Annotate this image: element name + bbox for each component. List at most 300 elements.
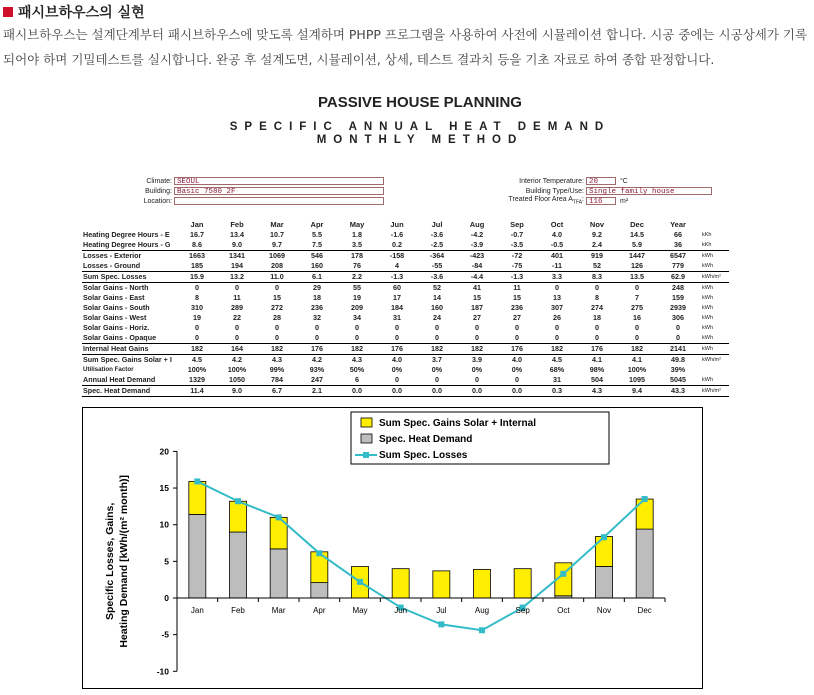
row-label: Solar Gains - South bbox=[83, 303, 150, 312]
month-header: May bbox=[349, 220, 365, 229]
x-tick-label: Feb bbox=[231, 606, 245, 615]
row-label: Internal Heat Gains bbox=[82, 344, 177, 355]
table-cell: 1329 bbox=[189, 375, 205, 384]
table-cell: 32 bbox=[313, 313, 321, 322]
year-cell: 2141 bbox=[657, 344, 699, 355]
table-cell: 6 bbox=[355, 375, 359, 384]
year-cell: 5045 bbox=[670, 375, 686, 384]
table-cell: 182 bbox=[337, 344, 377, 355]
table-row bbox=[82, 386, 729, 397]
table-cell: 0 bbox=[355, 323, 359, 332]
table-cell: 0.0 bbox=[337, 386, 377, 397]
table-cell: 15 bbox=[513, 293, 521, 302]
table-cell: 0 bbox=[195, 333, 199, 342]
table-cell: 208 bbox=[271, 261, 283, 270]
climate-row bbox=[120, 176, 384, 186]
table-cell: 100% bbox=[627, 365, 647, 374]
table-cell: 14 bbox=[433, 293, 441, 302]
row-label: Solar Gains - East bbox=[83, 293, 145, 302]
table-cell: 0 bbox=[435, 375, 439, 384]
table-cell: 182 bbox=[537, 344, 577, 355]
y-tick-label: 0 bbox=[164, 593, 169, 603]
table-cell: 0 bbox=[435, 323, 439, 332]
year-cell: 39% bbox=[670, 365, 686, 374]
unit-cell: kWh bbox=[699, 251, 729, 262]
table-cell: 2.2 bbox=[337, 272, 377, 283]
table-row bbox=[82, 344, 729, 355]
table-cell: 10.7 bbox=[270, 230, 284, 239]
table-cell: 3.3 bbox=[537, 272, 577, 283]
legend-label: Spec. Heat Demand bbox=[379, 434, 473, 445]
table-cell: 0 bbox=[475, 323, 479, 332]
table-cell: 93% bbox=[309, 365, 325, 374]
table-cell: 0 bbox=[315, 333, 319, 342]
location-field[interactable] bbox=[174, 197, 384, 205]
table-cell: 6.7 bbox=[257, 386, 297, 397]
month-header: Oct bbox=[550, 220, 564, 229]
table-cell: 3.7 bbox=[417, 355, 457, 366]
table-cell: 209 bbox=[351, 303, 363, 312]
table-cell: 0 bbox=[577, 283, 617, 294]
table-row bbox=[82, 323, 729, 333]
heat-demand-chart bbox=[83, 408, 702, 688]
row-label: Losses - Ground bbox=[83, 261, 141, 270]
table-cell: 4.1 bbox=[577, 355, 617, 366]
table-cell: 22 bbox=[233, 313, 241, 322]
table-cell: 7.5 bbox=[312, 240, 322, 249]
table-cell: -4.4 bbox=[457, 272, 497, 283]
table-row bbox=[82, 230, 729, 240]
table-cell: 272 bbox=[271, 303, 283, 312]
table-cell: -0.7 bbox=[510, 230, 524, 239]
table-cell: 1447 bbox=[617, 251, 657, 262]
table-cell: 0 bbox=[635, 323, 639, 332]
table-cell: 182 bbox=[177, 344, 217, 355]
table-cell: 4 bbox=[395, 261, 399, 270]
climate-label: Climate: bbox=[146, 177, 172, 185]
table-cell: 9.4 bbox=[617, 386, 657, 397]
section-title bbox=[3, 2, 145, 22]
losses-point bbox=[235, 498, 241, 504]
bar-gains bbox=[433, 571, 450, 598]
meta-left bbox=[120, 176, 384, 206]
year-cell: 306 bbox=[672, 313, 684, 322]
table-cell: 60 bbox=[377, 283, 417, 294]
row-label: Heating Degree Hours - G bbox=[83, 240, 171, 249]
table-cell: 19 bbox=[353, 293, 361, 302]
unit-cell: kKh bbox=[702, 242, 712, 248]
table-cell: -364 bbox=[417, 251, 457, 262]
table-cell: 0 bbox=[355, 333, 359, 342]
table-cell: 0 bbox=[475, 375, 479, 384]
table-cell: 16.7 bbox=[190, 230, 204, 239]
x-tick-label: Oct bbox=[557, 606, 570, 615]
table-cell: 26 bbox=[553, 313, 561, 322]
table-cell: 9.0 bbox=[232, 240, 242, 249]
table-row bbox=[82, 365, 729, 375]
unit-cell: kWh bbox=[699, 344, 729, 355]
building-label: Building: bbox=[145, 187, 172, 195]
month-header: Jan bbox=[190, 220, 204, 229]
table-header-row bbox=[82, 220, 729, 230]
table-cell: 4.0 bbox=[497, 355, 537, 366]
interior-temp-unit: °C bbox=[620, 177, 628, 185]
table-cell: 0 bbox=[555, 323, 559, 332]
table-row bbox=[82, 355, 729, 366]
table-cell: 310 bbox=[191, 303, 203, 312]
bar-heat-demand bbox=[270, 549, 287, 598]
y-tick-label: 10 bbox=[159, 519, 169, 530]
table-cell: 4.3 bbox=[337, 355, 377, 366]
table-cell: 31 bbox=[393, 313, 401, 322]
table-cell: 274 bbox=[591, 303, 603, 312]
table-cell: 4.2 bbox=[297, 355, 337, 366]
table-cell: -11 bbox=[552, 261, 562, 270]
table-row bbox=[82, 261, 729, 272]
table-cell: 4.2 bbox=[217, 355, 257, 366]
month-header: Nov bbox=[589, 220, 605, 229]
table-row bbox=[82, 303, 729, 313]
table-cell: -3.6 bbox=[430, 230, 444, 239]
table-cell: 55 bbox=[337, 283, 377, 294]
row-label: Spec. Heat Demand bbox=[82, 386, 177, 397]
table-cell: -1.3 bbox=[497, 272, 537, 283]
table-cell: 546 bbox=[297, 251, 337, 262]
x-tick-label: Dec bbox=[637, 606, 652, 615]
month-header: Sep bbox=[510, 220, 524, 229]
building-type-field[interactable]: Single family house bbox=[586, 187, 712, 195]
y-axis-label-line2: Heating Demand [kWh/(m² month)] bbox=[118, 475, 130, 648]
table-cell: 13.2 bbox=[217, 272, 257, 283]
table-cell: 0 bbox=[395, 375, 399, 384]
table-cell: 5.9 bbox=[632, 240, 642, 249]
table-cell: 9.2 bbox=[592, 230, 602, 239]
table-cell: 919 bbox=[577, 251, 617, 262]
interior-temp-label: Interior Temperature: bbox=[519, 177, 584, 185]
year-cell: 2939 bbox=[670, 303, 686, 312]
losses-point bbox=[601, 534, 607, 540]
section-title-text: 패시브하우스의 실현 bbox=[18, 5, 145, 21]
table-cell: 0% bbox=[431, 365, 443, 374]
table-cell: 18 bbox=[313, 293, 321, 302]
unit-cell: kWh bbox=[702, 305, 713, 311]
report-subtitle-2: MONTHLY METHOD bbox=[316, 134, 524, 146]
table-cell: -423 bbox=[457, 251, 497, 262]
table-cell: 0.0 bbox=[417, 386, 457, 397]
table-row bbox=[82, 375, 729, 386]
year-cell: 6547 bbox=[657, 251, 699, 262]
table-cell: 0 bbox=[635, 333, 639, 342]
x-tick-label: Apr bbox=[313, 606, 326, 615]
bar-heat-demand bbox=[596, 566, 613, 598]
table-cell: 0% bbox=[391, 365, 403, 374]
table-cell: 3.9 bbox=[457, 355, 497, 366]
legend-swatch-marker bbox=[363, 452, 369, 458]
table-cell: 182 bbox=[257, 344, 297, 355]
table-cell: 247 bbox=[311, 375, 323, 384]
unit-cell: kKh bbox=[702, 232, 712, 238]
table-cell: 15 bbox=[273, 293, 281, 302]
table-cell: 15.9 bbox=[177, 272, 217, 283]
table-cell: 182 bbox=[617, 344, 657, 355]
red-square-bullet-icon bbox=[3, 7, 13, 17]
intro-paragraph: 패시브하우스는 설계단계부터 패시브하우스에 맞도록 설계하며 PHPP 프로그램을 사용하여 사전에 시뮬레이션 합니다. 시공 중에는 시공상세가 기록되어야 하며 기밀테스트를 실시합니다. 완공 후 설계도면, 시뮬레이션, 상세, 테스트 결과치 등을 기초 자료로 하여 종합 판정합니다. bbox=[3, 27, 808, 67]
legend-label: Sum Spec. Losses bbox=[379, 450, 468, 461]
losses-point bbox=[316, 550, 322, 556]
losses-point bbox=[479, 627, 485, 633]
bar-heat-demand bbox=[636, 529, 653, 598]
location-label: Location: bbox=[143, 197, 172, 205]
table-cell: 11 bbox=[233, 293, 241, 302]
table-cell: 1050 bbox=[229, 375, 245, 384]
table-cell: 50% bbox=[349, 365, 365, 374]
table-cell: 31 bbox=[553, 375, 561, 384]
interior-temp-field[interactable]: 20 bbox=[586, 177, 616, 185]
table-cell: 52 bbox=[593, 261, 601, 270]
y-tick-label: -5 bbox=[161, 629, 169, 640]
table-cell: 185 bbox=[191, 261, 203, 270]
table-cell: 2.4 bbox=[592, 240, 602, 249]
table-cell: 0 bbox=[555, 333, 559, 342]
row-label: Heating Degree Hours - E bbox=[83, 230, 170, 239]
y-tick-label: 15 bbox=[159, 483, 169, 494]
unit-cell: kWh/m² bbox=[699, 272, 729, 283]
table-cell: 187 bbox=[471, 303, 483, 312]
table-cell: 176 bbox=[577, 344, 617, 355]
losses-point bbox=[357, 579, 363, 585]
table-cell: 126 bbox=[631, 261, 643, 270]
table-cell: 275 bbox=[631, 303, 643, 312]
table-cell: 9.0 bbox=[217, 386, 257, 397]
table-cell: 8 bbox=[595, 293, 599, 302]
table-cell: 1069 bbox=[257, 251, 297, 262]
table-cell: 160 bbox=[311, 261, 323, 270]
bar-gains bbox=[596, 536, 613, 566]
table-row bbox=[82, 313, 729, 323]
row-label: Sum Spec. Losses bbox=[82, 272, 177, 283]
table-cell: 6.1 bbox=[297, 272, 337, 283]
month-header: Feb bbox=[230, 220, 244, 229]
table-cell: 0 bbox=[235, 323, 239, 332]
bar-gains bbox=[514, 569, 531, 598]
table-cell: -0.5 bbox=[550, 240, 564, 249]
tfa-subscript: TFA bbox=[572, 199, 583, 206]
unit-cell: kWh/m² bbox=[699, 386, 729, 397]
table-cell: 9.7 bbox=[272, 240, 282, 249]
table-cell: 11 bbox=[497, 283, 537, 294]
year-cell: 43.3 bbox=[657, 386, 699, 397]
table-cell: 13 bbox=[553, 293, 561, 302]
table-cell: 236 bbox=[511, 303, 523, 312]
report-title: PASSIVE HOUSE PLANNING bbox=[318, 94, 522, 111]
table-cell: 0 bbox=[537, 283, 577, 294]
table-cell: 1663 bbox=[177, 251, 217, 262]
year-cell: 248 bbox=[657, 283, 699, 294]
table-cell: 7 bbox=[635, 293, 639, 302]
row-label: Losses - Exterior bbox=[82, 251, 177, 262]
bar-heat-demand bbox=[230, 532, 247, 598]
bar-gains bbox=[392, 569, 409, 598]
building-field[interactable]: Basic 7580 2F bbox=[174, 187, 384, 195]
table-cell: 100% bbox=[227, 365, 247, 374]
losses-point bbox=[194, 478, 200, 484]
losses-point bbox=[642, 496, 648, 502]
row-label: Solar Gains - Opaque bbox=[83, 333, 157, 342]
month-header: Apr bbox=[310, 220, 324, 229]
table-cell: 784 bbox=[271, 375, 283, 384]
bar-gains bbox=[189, 481, 206, 514]
year-cell: 0 bbox=[676, 323, 680, 332]
table-cell: 11.4 bbox=[177, 386, 217, 397]
table-cell: 0 bbox=[395, 333, 399, 342]
table-cell: 0 bbox=[217, 283, 257, 294]
year-cell: 36 bbox=[674, 240, 682, 249]
table-cell: 0.0 bbox=[497, 386, 537, 397]
table-corner bbox=[82, 220, 177, 230]
month-header: Mar bbox=[270, 220, 284, 229]
table-cell: 184 bbox=[391, 303, 403, 312]
year-cell: 0 bbox=[676, 333, 680, 342]
table-cell: 34 bbox=[353, 313, 361, 322]
table-cell: 307 bbox=[551, 303, 563, 312]
x-tick-label: Mar bbox=[271, 606, 286, 615]
table-cell: 0.0 bbox=[377, 386, 417, 397]
y-tick-label: -10 bbox=[156, 666, 169, 677]
table-cell: 0 bbox=[435, 333, 439, 342]
tfa-label: Treated Floor Area $A_{TFA}$: bbox=[508, 196, 584, 206]
table-cell: 0 bbox=[275, 333, 279, 342]
unit-cell: kWh bbox=[702, 263, 713, 269]
table-cell: 28 bbox=[273, 313, 281, 322]
x-tick-label: May bbox=[352, 606, 368, 615]
table-cell: 4.3 bbox=[577, 386, 617, 397]
losses-point bbox=[560, 571, 566, 577]
x-tick-label: Nov bbox=[596, 606, 612, 615]
bar-gains bbox=[474, 569, 491, 598]
table-cell: 0 bbox=[595, 333, 599, 342]
table-cell: 160 bbox=[431, 303, 443, 312]
table-cell: -55 bbox=[431, 261, 443, 270]
tfa-row bbox=[488, 196, 712, 206]
table-cell: 0 bbox=[515, 333, 519, 342]
table-cell: -84 bbox=[471, 261, 483, 270]
table-cell: 14.5 bbox=[630, 230, 644, 239]
table-cell: 13.4 bbox=[230, 230, 244, 239]
row-label: Utilisation Factor bbox=[83, 366, 134, 373]
climate-field[interactable]: SEOUL bbox=[174, 177, 384, 185]
table-cell: 24 bbox=[433, 313, 441, 322]
table-cell: 4.1 bbox=[617, 355, 657, 366]
table-cell: 13.5 bbox=[617, 272, 657, 283]
table-cell: 504 bbox=[591, 375, 603, 384]
table-cell: 4.3 bbox=[257, 355, 297, 366]
table-cell: 182 bbox=[457, 344, 497, 355]
table-cell: 178 bbox=[337, 251, 377, 262]
table-cell: 98% bbox=[589, 365, 605, 374]
table-cell: 18 bbox=[593, 313, 601, 322]
chart-container bbox=[82, 407, 703, 689]
y-axis-label-line1: Specific Losses, Gains, bbox=[104, 502, 116, 621]
building-row bbox=[120, 186, 384, 196]
table-cell: 1095 bbox=[629, 375, 645, 384]
table-cell: -3.9 bbox=[470, 240, 484, 249]
table-cell: 11.0 bbox=[257, 272, 297, 283]
x-tick-label: Jan bbox=[190, 606, 204, 615]
year-cell: 779 bbox=[672, 261, 684, 270]
tfa-field[interactable]: 116 bbox=[586, 197, 616, 205]
table-cell: 8 bbox=[195, 293, 199, 302]
x-tick-label: Jul bbox=[436, 606, 447, 615]
table-cell: 0 bbox=[275, 323, 279, 332]
table-cell: 15 bbox=[473, 293, 481, 302]
table-cell: 2.1 bbox=[297, 386, 337, 397]
table-cell: 68% bbox=[549, 365, 565, 374]
table-cell: 76 bbox=[353, 261, 361, 270]
table-cell: 0 bbox=[315, 323, 319, 332]
report-subtitle-1: SPECIFIC ANNUAL HEAT DEMAND bbox=[229, 121, 611, 133]
unit-cell: kWh/m² bbox=[699, 355, 729, 366]
table-row bbox=[82, 333, 729, 344]
table-cell: 0 bbox=[235, 333, 239, 342]
tfa-unit: m² bbox=[620, 197, 629, 205]
bar-heat-demand bbox=[189, 514, 206, 598]
table-cell: 401 bbox=[537, 251, 577, 262]
month-header: Jun bbox=[390, 220, 404, 229]
year-header: Year bbox=[670, 220, 686, 229]
table-cell: -1.6 bbox=[390, 230, 404, 239]
unit-cell: kWh bbox=[702, 295, 713, 301]
month-header: Dec bbox=[630, 220, 644, 229]
table-cell: 176 bbox=[497, 344, 537, 355]
unit-cell: kWh bbox=[702, 325, 713, 331]
table-row bbox=[82, 272, 729, 283]
table-cell: 29 bbox=[297, 283, 337, 294]
x-tick-label: Jun bbox=[394, 606, 408, 615]
month-header: Jul bbox=[431, 220, 443, 229]
table-cell: 0.3 bbox=[537, 386, 577, 397]
unit-header bbox=[699, 220, 729, 230]
table-cell: 27 bbox=[513, 313, 521, 322]
table-cell: 194 bbox=[231, 261, 243, 270]
x-tick-label: Sep bbox=[515, 606, 530, 615]
interior-temp-row bbox=[488, 176, 712, 186]
table-cell: 100% bbox=[187, 365, 207, 374]
legend-label: Sum Spec. Gains Solar + Internal bbox=[379, 418, 536, 429]
table-cell: 1341 bbox=[217, 251, 257, 262]
table-cell: 52 bbox=[417, 283, 457, 294]
meta-right bbox=[488, 176, 712, 206]
table-cell: 0 bbox=[515, 323, 519, 332]
table-cell: -3.5 bbox=[510, 240, 524, 249]
table-cell: 41 bbox=[457, 283, 497, 294]
y-axis-label bbox=[104, 475, 130, 648]
table-cell: 4.0 bbox=[377, 355, 417, 366]
unit-cell: kWh bbox=[702, 335, 713, 341]
month-header: Aug bbox=[469, 220, 485, 229]
year-cell: 49.8 bbox=[657, 355, 699, 366]
year-cell: 66 bbox=[674, 230, 682, 239]
row-label: Solar Gains - West bbox=[83, 313, 147, 322]
table-cell: 5.5 bbox=[312, 230, 322, 239]
table-cell: 4.5 bbox=[537, 355, 577, 366]
table-cell: 0 bbox=[515, 375, 519, 384]
table-cell: -3.6 bbox=[417, 272, 457, 283]
unit-cell: kWh bbox=[702, 377, 713, 383]
table-cell: 19 bbox=[193, 313, 201, 322]
losses-point bbox=[438, 621, 444, 627]
row-label: Solar Gains - Horiz. bbox=[83, 323, 150, 332]
table-cell: 182 bbox=[417, 344, 457, 355]
